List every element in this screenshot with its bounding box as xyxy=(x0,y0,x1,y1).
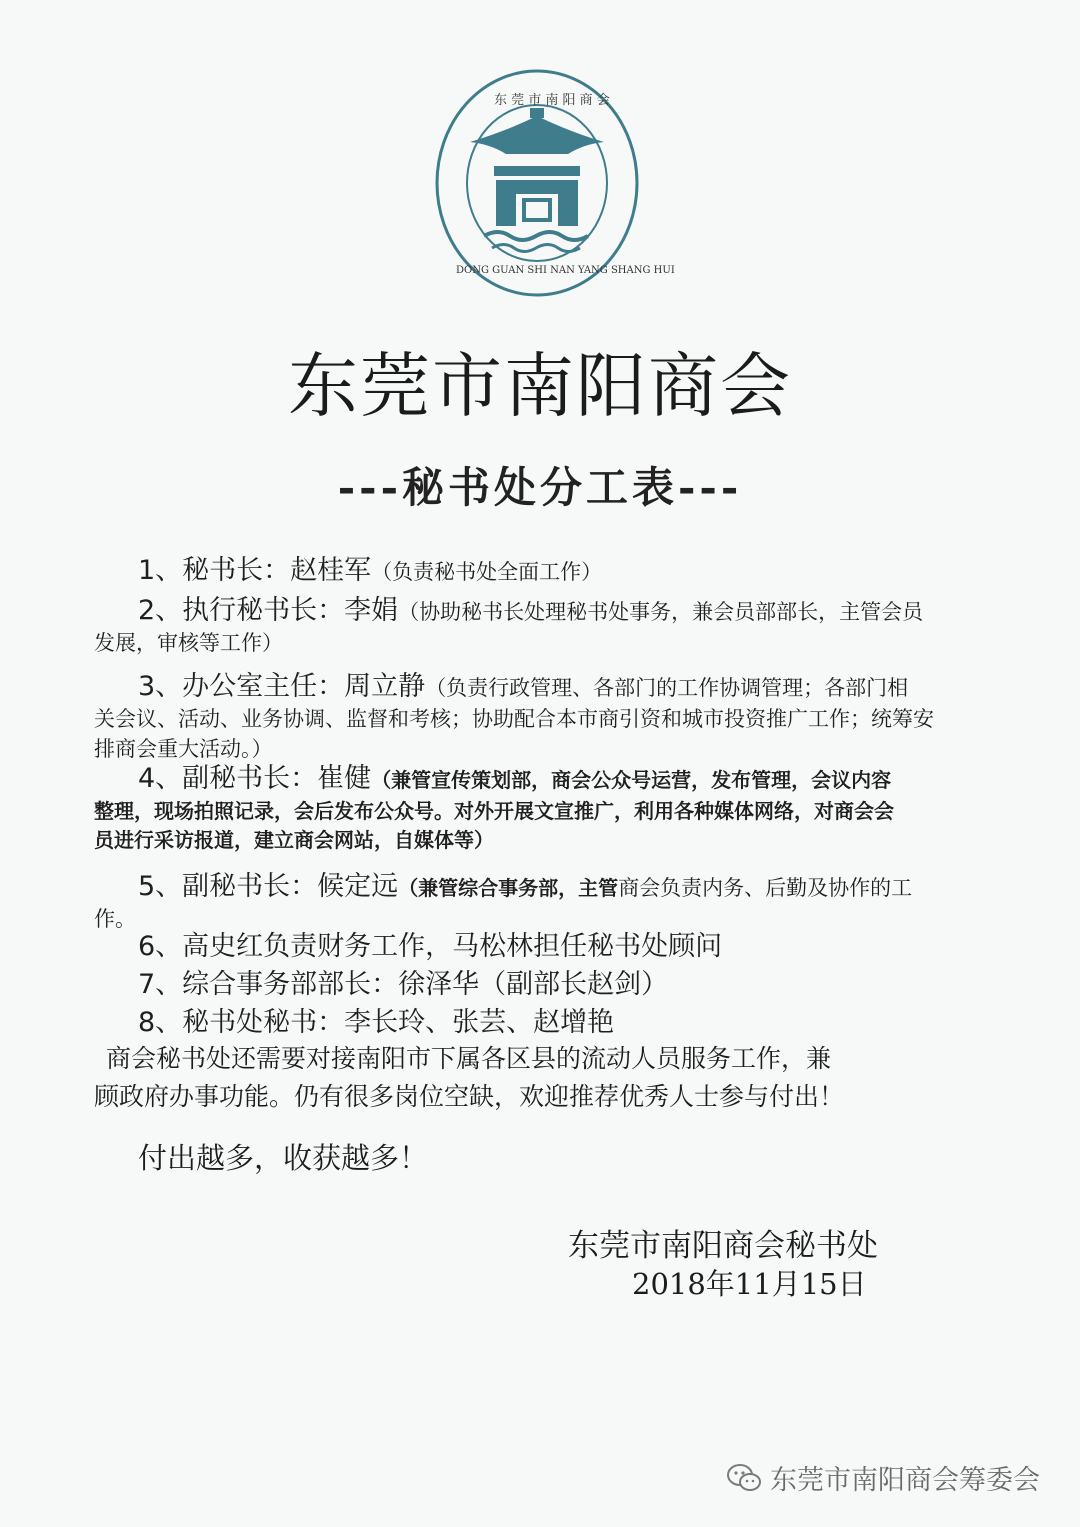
list-item xyxy=(94,864,912,933)
item-head: 2、执行秘书长：李娟 xyxy=(138,595,399,626)
closing-paragraph xyxy=(94,1040,844,1116)
item-head: 1、秘书长：赵桂军 xyxy=(138,555,372,586)
item-desc-bold: （兼管综合事务部，主管 xyxy=(398,876,619,900)
list-item xyxy=(94,962,668,1001)
wechat-watermark xyxy=(726,1458,1040,1497)
item-desc: 员进行采访报道，建立商会网站，自媒体等） xyxy=(94,828,494,852)
signature-org: 东莞市南阳商会秘书处 xyxy=(568,1228,878,1264)
list-item xyxy=(94,664,934,763)
item-head: 6、高史红负责财务工作，马松林担任秘书处顾问 xyxy=(138,931,723,962)
signature-date: 2018年11月15日 xyxy=(632,1267,867,1301)
item-desc: 商会负责内务、后勤及协作的工 xyxy=(618,876,913,900)
paragraph-line: 商会秘书处还需要对接南阳市下属各区县的流动人员服务工作，兼 xyxy=(106,1044,832,1073)
list-item xyxy=(94,1000,614,1039)
item-desc: 作。 xyxy=(94,907,136,931)
list-item xyxy=(94,548,602,587)
item-head: 5、副秘书长：候定远 xyxy=(138,871,399,902)
list-item xyxy=(94,756,894,853)
item-head: 7、综合事务部部长：徐泽华（副部长赵剑） xyxy=(138,969,669,1000)
chamber-logo xyxy=(434,68,675,298)
item-desc: （兼管宣传策划部，商会公众号运营，发布管理，会议内容 xyxy=(371,768,892,792)
item-desc: 整理，现场拍照记录，会后发布公众号。对外开展文宣推广，利用各种媒体网络，对商会会 xyxy=(94,799,894,823)
item-desc: 排商会重大活动。） xyxy=(94,737,273,761)
item-desc: 发展，审核等工作） xyxy=(94,631,283,655)
item-desc: 关会议、活动、业务协调、监督和考核；协助配合本市商引资和城市投资推广工作；统筹安 xyxy=(94,707,934,731)
item-head: 4、副秘书长：崔健 xyxy=(138,763,372,794)
page-subtitle: ---秘书处分工表--- xyxy=(337,463,743,512)
logo-seal-text-en: DONG GUAN SHI NAN YANG SHANG HUI xyxy=(456,265,675,276)
item-desc: （协助秘书长处理秘书处事务，兼会员部部长，主管会员 xyxy=(398,600,924,624)
watermark-text: 东莞市南阳商会筹委会 xyxy=(770,1465,1040,1496)
list-item xyxy=(94,588,923,657)
item-head: 8、秘书处秘书：李长玲、张芸、赵增艳 xyxy=(138,1007,615,1038)
item-desc: （负责行政管理、各部门的工作协调管理；各部门相 xyxy=(425,676,909,700)
item-desc: （负责秘书处全面工作） xyxy=(371,560,603,584)
logo-seal-text-cn: 东 莞 市 南 阳 商 会 xyxy=(494,93,610,108)
wechat-icon xyxy=(726,1463,762,1493)
paragraph-line: 顾政府办事功能。仍有很多岗位空缺，欢迎推荐优秀人士参与付出！ xyxy=(94,1082,845,1111)
page-title: 东莞市南阳商会 xyxy=(288,345,792,427)
list-item xyxy=(94,924,722,963)
item-head: 3、办公室主任：周立静 xyxy=(138,671,426,702)
motto: 付出越多，收获越多！ xyxy=(138,1141,429,1175)
